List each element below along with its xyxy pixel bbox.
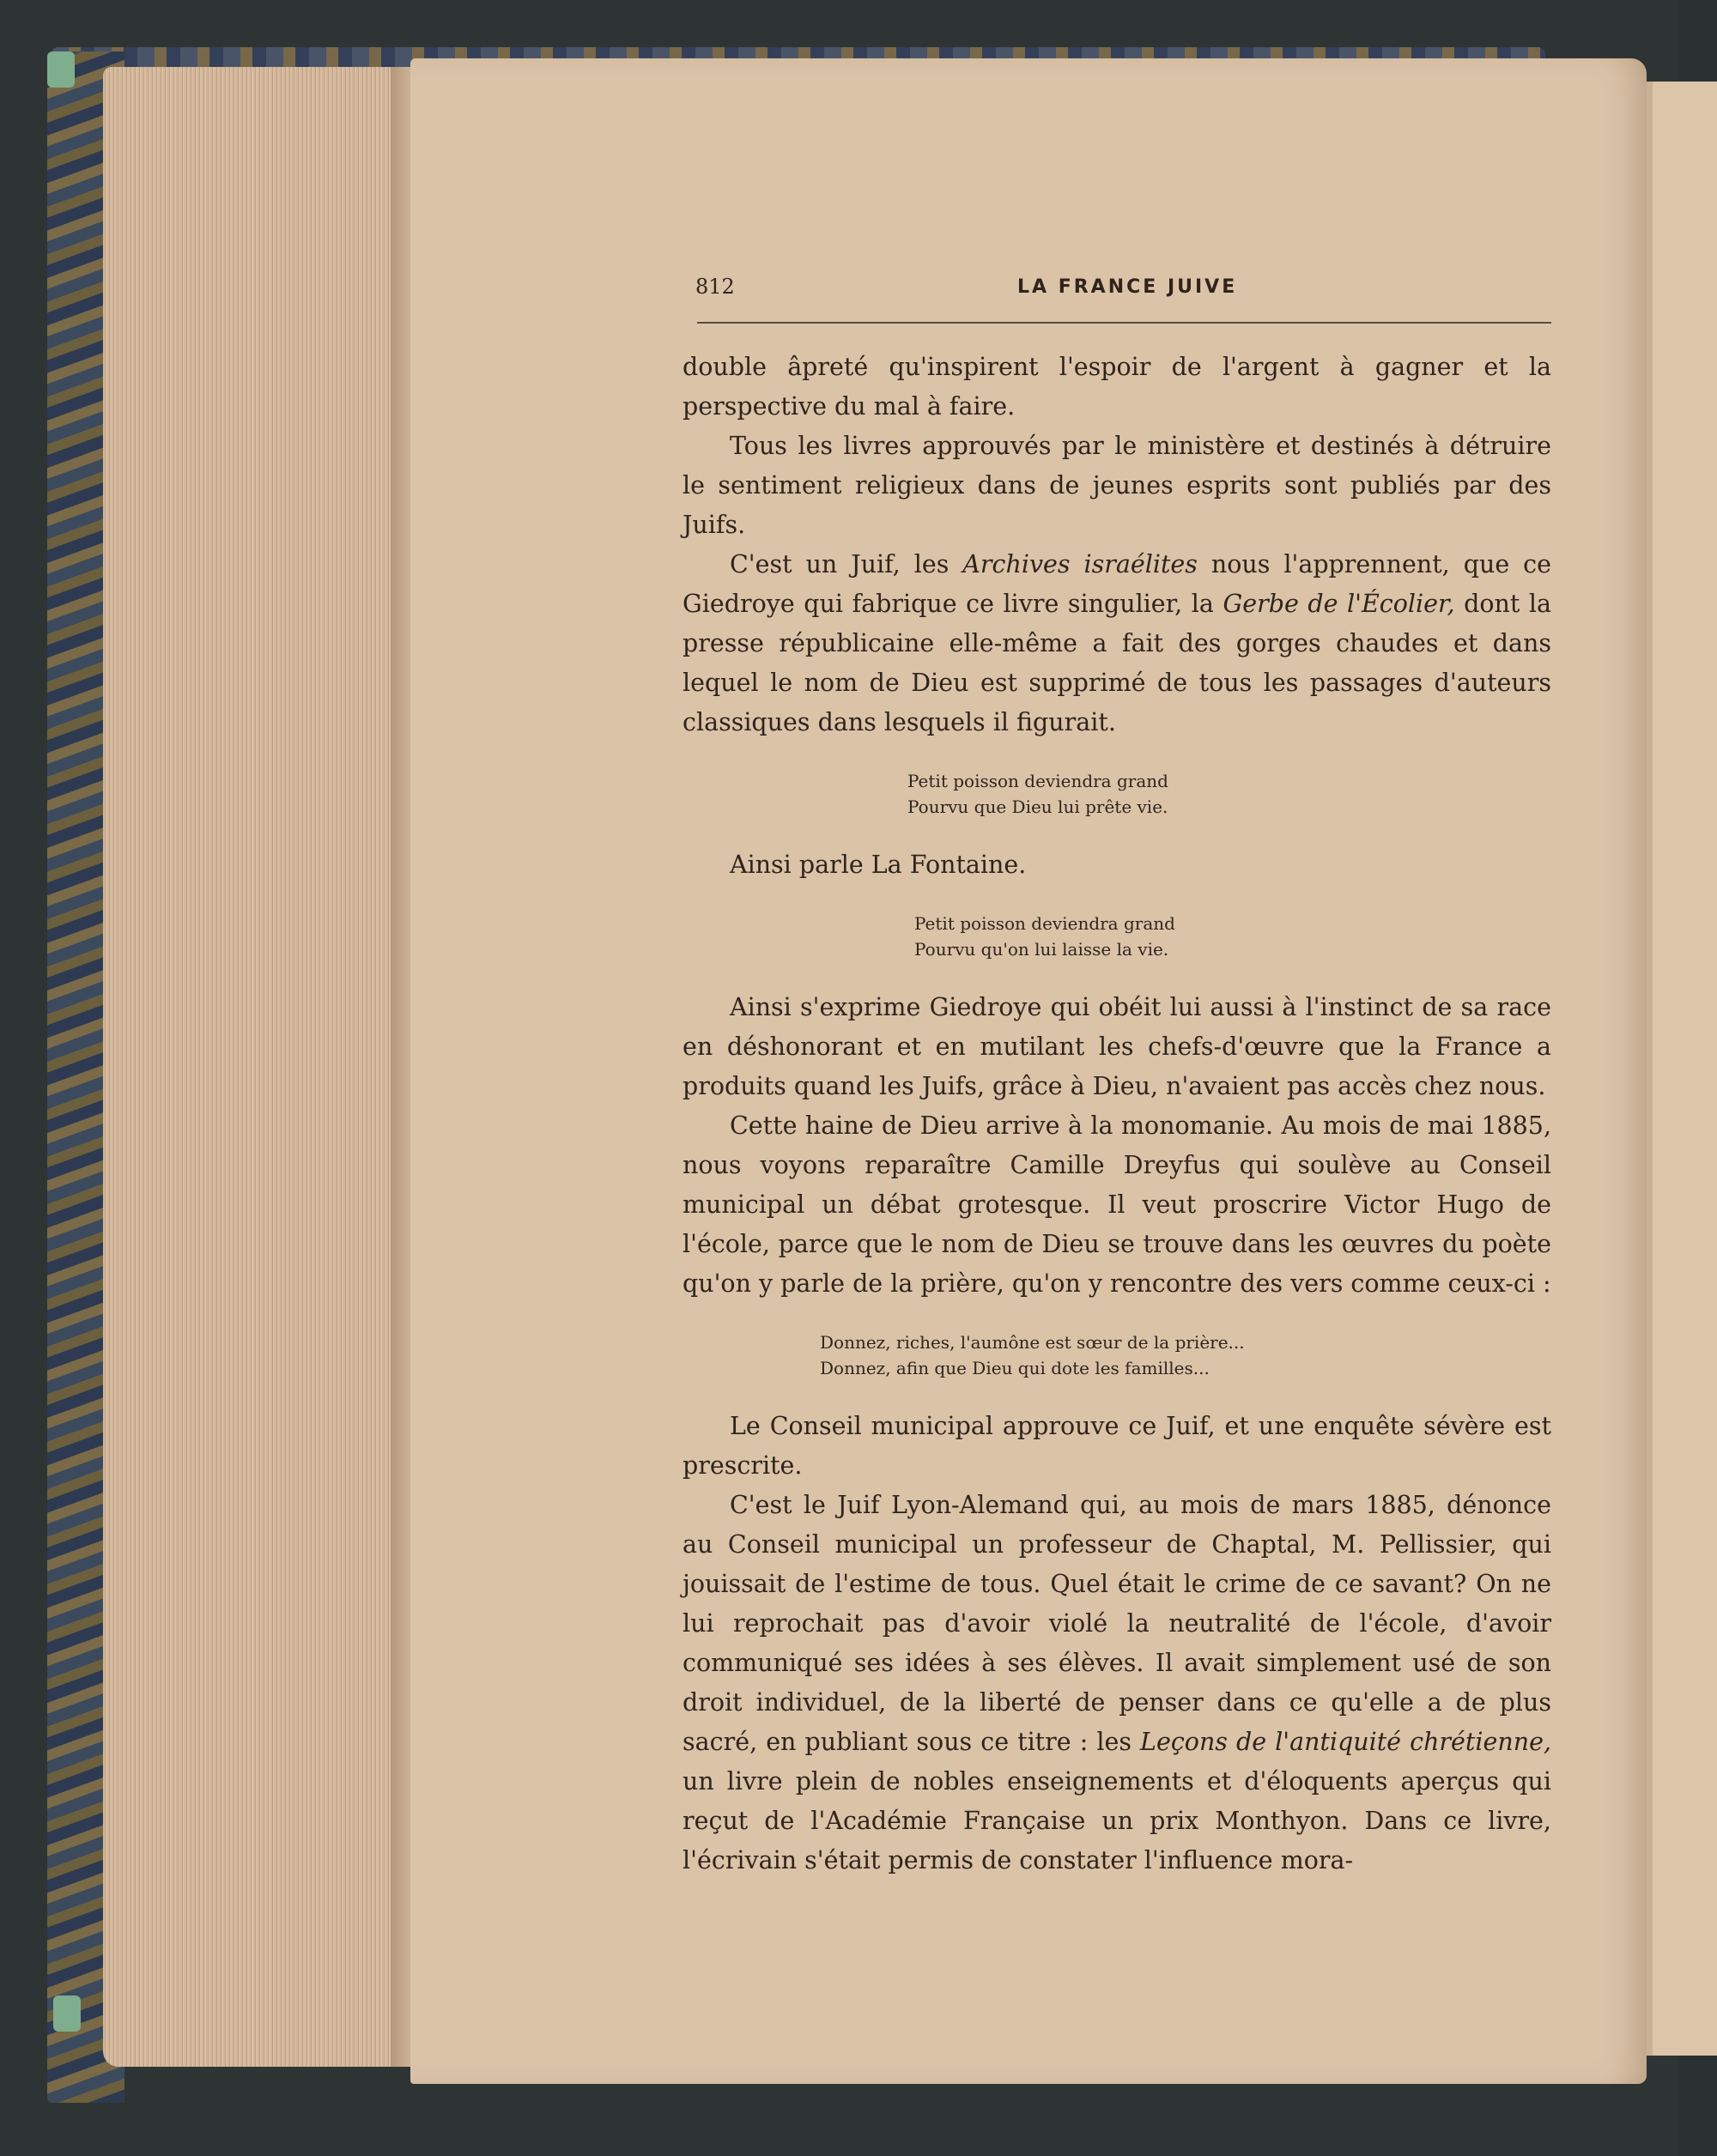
header-rule xyxy=(697,322,1551,324)
p8-text-c: un livre plein de nobles enseignements et d'éloquents aperçus qui reçut de l'Académie Française un prix Monthyon. Dans ce livre, l'écrivain s'était permis de constater l'influence mora- xyxy=(683,1767,1551,1874)
paragraph-4: Ainsi parle La Fontaine. xyxy=(730,851,1027,879)
verse-quote-1 xyxy=(683,768,1551,820)
verse-quote-2 xyxy=(683,911,1551,962)
paragraph-5: Ainsi s'exprime Giedroye qui obéit lui aussi à l'instinct de sa race en déshonorant et en mutilant les chefs-d'œuvre que la France a produits quand les Juifs, grâce à Dieu, n'avaient pas accès chez nous. xyxy=(683,993,1551,1100)
p3-title-gerbe: Gerbe de l'Écolier, xyxy=(1223,590,1455,618)
verse-line: Pourvu que Dieu lui prête vie. xyxy=(907,796,1168,817)
facing-page-edge xyxy=(1635,82,1717,2056)
paragraph-2: Tous les livres approuvés par le ministère et destinés à détruire le sentiment religieux dans de jeunes esprits sont publiés par des Juifs. xyxy=(683,432,1551,539)
p3-text-a: C'est un Juif, les xyxy=(730,550,963,578)
cover-corner-bottom xyxy=(53,1996,81,2032)
running-head xyxy=(695,275,1554,318)
paragraph-8 xyxy=(683,1486,1551,1880)
verse-line: Donnez, riches, l'aumône est sœur de la prière... xyxy=(820,1332,1245,1353)
p3-text-c: nous l'apprennent, que ce Giedroye qui fabrique ce livre singulier, la xyxy=(683,550,1551,618)
verse-line: Donnez, afin que Dieu qui dote les familles... xyxy=(820,1358,1210,1378)
verse-line: Pourvu qu'on lui laisse la vie. xyxy=(914,939,1169,960)
p8-text-a: C'est le Juif Lyon-Alemand qui, au mois de mars 1885, dénonce au Conseil municipal un professeur de Chaptal, M. Pellissier, qui jouissait de l'estime de tous. Quel était le crime de ce savant? On ne lui reprochait pas d'avoir violé la neutralité de l'école, d'avoir communiqué ses idées à ses élèves. Il avait simplement usé de son droit individuel, de la liberté de penser dans ce qu'elle a de plus sacré, en publiant sous ce titre : les xyxy=(683,1491,1551,1756)
cover-corner-top xyxy=(47,51,75,88)
verse-quote-3 xyxy=(683,1329,1551,1381)
page-body xyxy=(683,348,1551,1880)
paragraph-3 xyxy=(683,545,1551,742)
p3-title-archives: Archives israélites xyxy=(962,550,1198,578)
page-stack-edge xyxy=(103,67,408,2067)
p8-title-lecons: Leçons de l'antiquité chrétienne, xyxy=(1140,1728,1551,1756)
paragraph-6: Cette haine de Dieu arrive à la monomanie. Au mois de mai 1885, nous voyons reparaître Camille Dreyfus qui soulève au Conseil municipal un débat grotesque. Il veut proscrire Victor Hugo de l'école, parce que le nom de Dieu se trouve dans les œuvres du poète qu'on y parle de la prière, qu'on y rencontre des vers comme ceux-ci : xyxy=(683,1111,1551,1298)
page-number: 812 xyxy=(695,275,735,299)
paragraph-1: double âpreté qu'inspirent l'espoir de l'argent à gagner et la perspective du mal à faire. xyxy=(683,353,1551,421)
paragraph-7: Le Conseil municipal approuve ce Juif, et une enquête sévère est prescrite. xyxy=(683,1412,1551,1480)
running-title: LA FRANCE JUIVE xyxy=(1017,276,1238,298)
verse-line: Petit poisson deviendra grand xyxy=(907,771,1168,791)
verse-line: Petit poisson deviendra grand xyxy=(914,913,1175,934)
p3-text-e: dont la presse républicaine elle-même a fait des gorges chaudes et dans lequel le nom de Dieu est supprimé de tous les passages d'auteurs classiques dans lesquels il figurait. xyxy=(683,590,1551,736)
